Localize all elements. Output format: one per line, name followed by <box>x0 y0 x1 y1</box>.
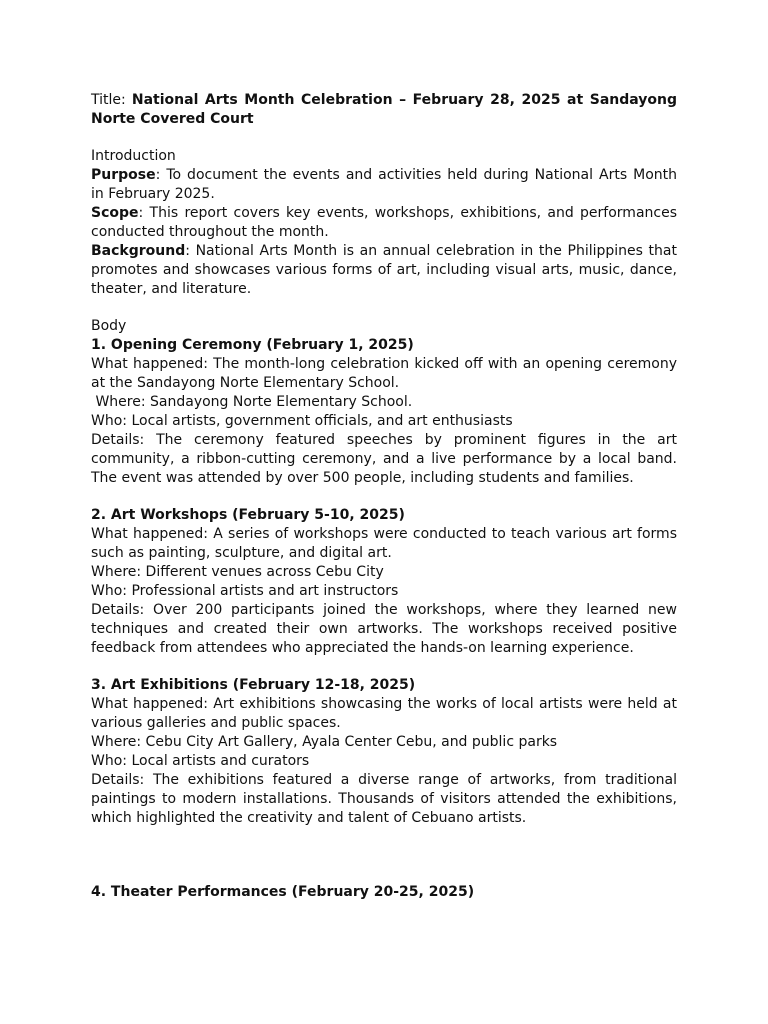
body-heading: Body <box>91 318 127 334</box>
section-1-heading <box>91 336 677 355</box>
section-2-who: Who: Professional artists and art instructors <box>91 583 399 599</box>
background-text: : National Arts Month is an annual celebration in the Philippines that promotes and showcases various forms of art, including visual arts, music, dance, theater, and literature. <box>91 243 677 297</box>
background-label: Background <box>91 243 186 259</box>
purpose-paragraph <box>91 166 677 204</box>
section-2-where: Where: Different venues across Cebu City <box>91 564 384 580</box>
purpose-text: : To document the events and activities held during National Arts Month in February 2025. <box>91 167 677 202</box>
section-1-what: What happened: The month-long celebration kicked off with an opening ceremony at the Sandayong Norte Elementary School. <box>91 356 677 391</box>
section-2-what: What happened: A series of workshops were conducted to teach various art forms such as painting, sculpture, and digital art. <box>91 526 677 561</box>
purpose-label: Purpose <box>91 167 156 183</box>
spacer <box>91 488 677 506</box>
section-2-details: Details: Over 200 participants joined the workshops, where they learned new techniques and created their own artworks. The workshops received positive feedback from attendees who appreciated the hands-on learning experience. <box>91 602 677 656</box>
section-3-what: What happened: Art exhibitions showcasing the works of local artists were held at various galleries and public spaces. <box>91 696 677 731</box>
section-3-heading-text: 3. Art Exhibitions (February 12-18, 2025) <box>91 677 416 693</box>
section-2-heading <box>91 506 677 525</box>
section-3-where: Where: Cebu City Art Gallery, Ayala Center Cebu, and public parks <box>91 734 558 750</box>
section-3-heading <box>91 676 677 695</box>
title-prefix: Title: <box>91 92 132 108</box>
scope-label: Scope <box>91 205 139 221</box>
section-3-details: Details: The exhibitions featured a diverse range of artworks, from traditional paintings to modern installations. Thousands of visitors attended the exhibitions, which highlighted the creativity and talent of Cebuano artists. <box>91 772 677 826</box>
spacer <box>91 828 677 883</box>
section-4-heading <box>91 883 677 902</box>
section-1-where: Where: Sandayong Norte Elementary School. <box>91 394 413 410</box>
document-page <box>91 91 677 902</box>
section-1-heading-text: 1. Opening Ceremony (February 1, 2025) <box>91 337 414 353</box>
section-2-heading-text: 2. Art Workshops (February 5-10, 2025) <box>91 507 405 523</box>
section-3-who: Who: Local artists and curators <box>91 753 310 769</box>
background-paragraph <box>91 242 677 299</box>
section-4-heading-text: 4. Theater Performances (February 20-25, 2025) <box>91 884 475 900</box>
document-title <box>91 91 677 129</box>
spacer <box>91 299 677 317</box>
intro-heading: Introduction <box>91 148 176 164</box>
spacer <box>91 658 677 676</box>
spacer <box>91 129 677 147</box>
scope-text: : This report covers key events, workshops, exhibitions, and performances conducted throughout the month. <box>91 205 677 240</box>
section-1-details: Details: The ceremony featured speeches by prominent figures in the art community, a ribbon-cutting ceremony, and a live performance by a local band. The event was attended by over 500 people, including students and families. <box>91 432 677 486</box>
scope-paragraph <box>91 204 677 242</box>
title-text: National Arts Month Celebration – February 28, 2025 at Sandayong Norte Covered Court <box>91 92 678 127</box>
section-1-who: Who: Local artists, government officials, and art enthusiasts <box>91 413 513 429</box>
